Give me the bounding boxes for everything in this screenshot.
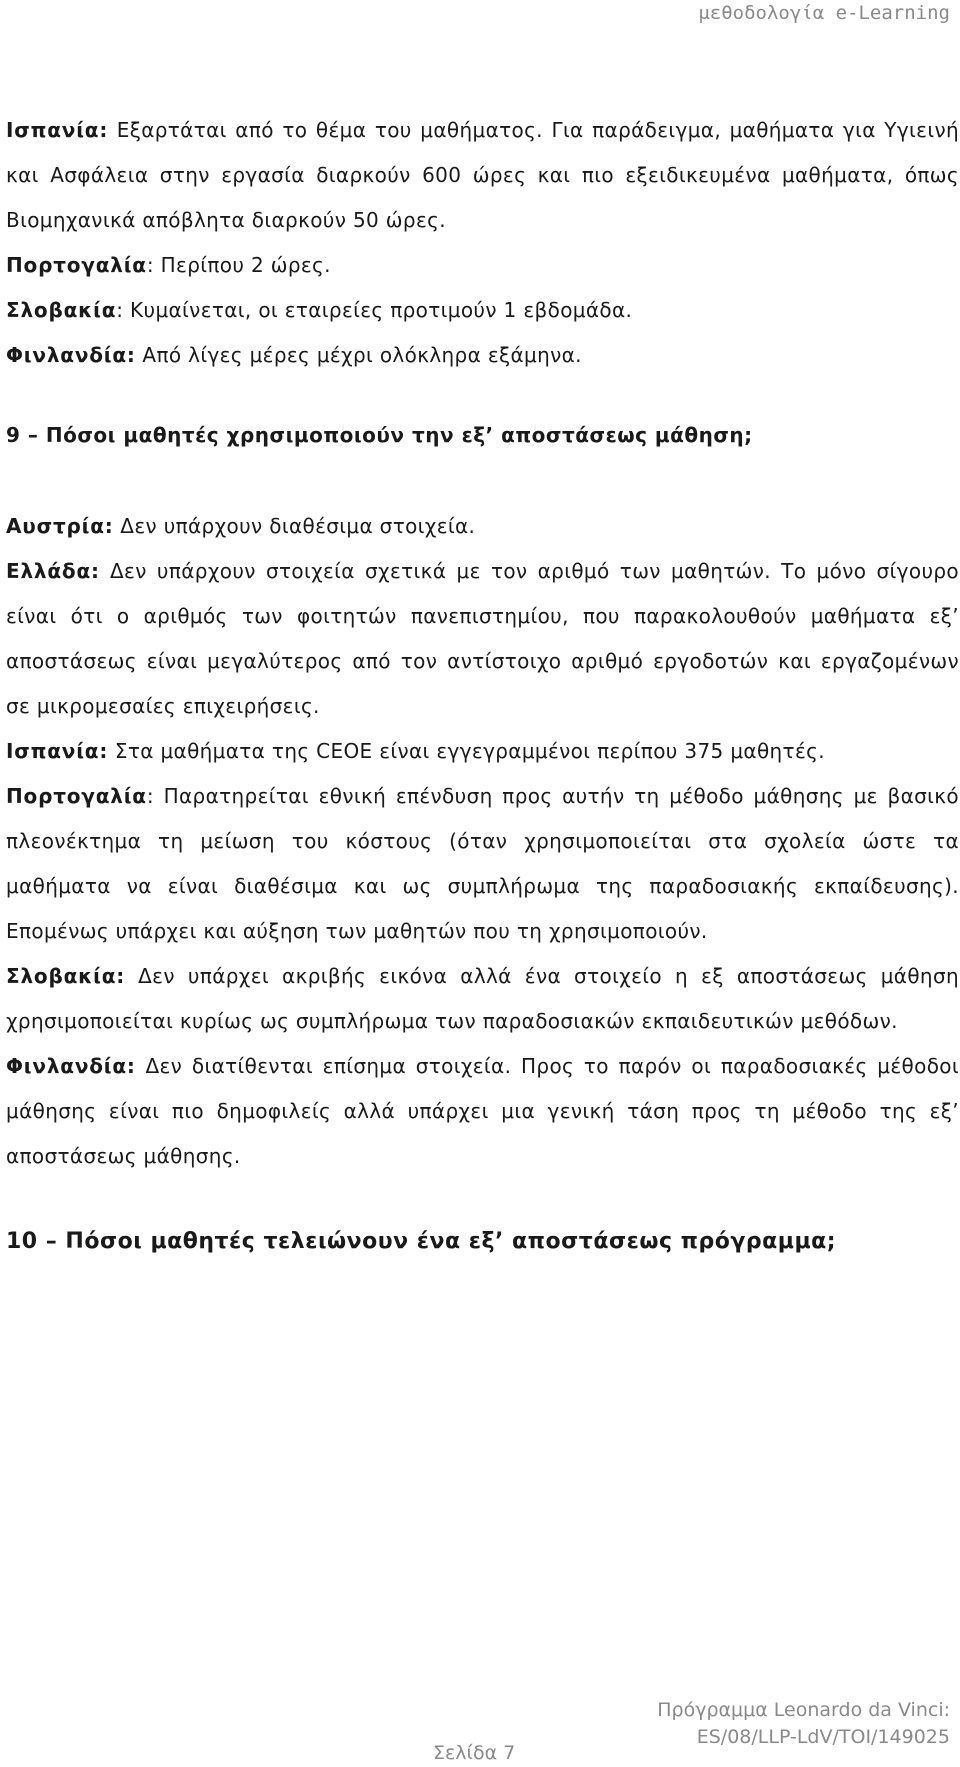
country-label: Φινλανδία: (6, 1054, 136, 1078)
paragraph-text: : Κυμαίνεται, οι εταιρείες προτιμούν 1 εβδομάδα. (116, 298, 633, 322)
paragraph-text: Εξαρτάται από το θέμα του μαθήματος. Για παράδειγμα, μαθήματα για Υγιεινή και Ασφάλεια στην εργασία διαρκούν 600 ώρες και πιο εξειδικευμένα μαθήματα, όπως Βιομηχανικά απόβλητα διαρκούν 50 ώρες. (6, 118, 959, 232)
paragraph-spain-students (6, 729, 959, 774)
paragraph-text: Δεν υπάρχουν διαθέσιμα στοιχεία. (113, 514, 476, 538)
page-footer (657, 1697, 950, 1751)
paragraph-greece-students (6, 549, 959, 729)
paragraph-text: : Παρατηρείται εθνική επένδυση προς αυτήν τη μέθοδο μάθησης με βασικό πλεονέκτημα τη μείωση του κόστους (όταν χρησιμοποιείται στα σχολεία ώστε τα μαθήματα να είναι διαθέσιμα και ως συμπλήρωμα της παραδοσιακής εκπαίδευσης). Επομένως υπάρχει και αύξηση των μαθητών που τη χρησιμοποιούν. (6, 784, 959, 943)
country-label: Πορτογαλία (6, 253, 147, 277)
paragraph-spain-duration (6, 108, 959, 243)
paragraph-slovakia-duration (6, 288, 959, 333)
country-label: Πορτογαλία (6, 784, 147, 808)
question-9-heading: 9 – Πόσοι μαθητές χρησιμοποιούν την εξ’ αποστάσεως μάθηση; (6, 423, 753, 447)
document-body (6, 108, 959, 1264)
footer-project-code: ES/08/LLP-LdV/TOI/149025 (696, 1726, 950, 1748)
country-label: Ισπανία: (6, 118, 109, 142)
paragraph-text: Από λίγες μέρες μέχρι ολόκληρα εξάμηνα. (135, 343, 582, 367)
paragraph-text: Στα μαθήματα της CEOE είναι εγγεγραμμένοι περίπου 375 μαθητές. (108, 739, 825, 763)
paragraph-portugal-students (6, 774, 959, 954)
country-label: Σλοβακία (6, 298, 117, 322)
country-label: Σλοβακία: (6, 964, 126, 988)
paragraph-text: Δεν υπάρχουν στοιχεία σχετικά με τον αριθμό των μαθητών. Το μόνο σίγουρο είναι ότι ο αριθμός των φοιτητών πανεπιστημίου, που παρακολουθούν μαθήματα εξ’ αποστάσεως είναι μεγαλύτερος από τον αντίστοιχο αριθμό εργοδοτών και εργαζομένων σε μικρομεσαίες επιχειρήσεις. (6, 559, 959, 718)
footer-program-name: Πρόγραμμα Leonardo da Vinci: (657, 1699, 950, 1721)
paragraph-text: Δεν διατίθενται επίσημα στοιχεία. Προς το παρόν οι παραδοσιακές μέθοδοι μάθησης είναι πιο δημοφιλείς αλλά υπάρχει μια γενική τάση προς τη μέθοδο της εξ’ αποστάσεως μάθησης. (6, 1054, 959, 1168)
section-student-numbers (6, 504, 959, 1179)
paragraph-portugal-duration (6, 243, 959, 288)
paragraph-text: : Περίπου 2 ώρες. (146, 253, 331, 277)
paragraph-finland-duration (6, 333, 959, 378)
page-header: μεθοδολογία e-Learning (698, 2, 950, 24)
country-label: Ελλάδα: (6, 559, 100, 583)
country-label: Ισπανία: (6, 739, 109, 763)
page-number: Σελίδα 7 (433, 1742, 516, 1764)
paragraph-finland-students (6, 1044, 959, 1179)
paragraph-austria-students (6, 504, 959, 549)
paragraph-text: Δεν υπάρχει ακριβής εικόνα αλλά ένα στοιχείο η εξ αποστάσεως μάθηση χρησιμοποιείται κυρίως ως συμπλήρωμα των παραδοσιακών εκπαιδευτικών μεθόδων. (6, 964, 959, 1033)
question-10-heading: 10 – Πόσοι μαθητές τελειώνουν ένα εξ’ αποστάσεως πρόγραμμα; (6, 1229, 837, 1254)
paragraph-slovakia-students (6, 954, 959, 1044)
country-label: Φινλανδία: (6, 343, 136, 367)
section-course-duration (6, 108, 959, 378)
country-label: Αυστρία: (6, 514, 114, 538)
